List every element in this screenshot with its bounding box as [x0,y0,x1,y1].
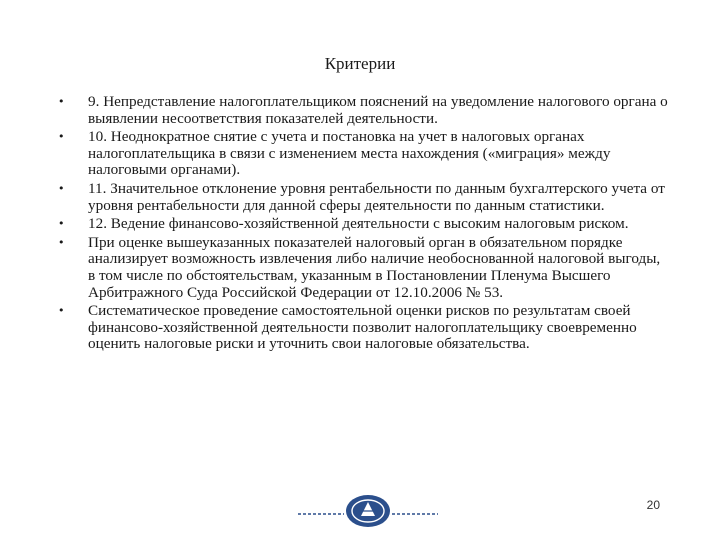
bullet-item [58,129,670,179]
bullet-text: Систематическое проведение самостоятельной оценки рисков по результатам своей финансово-хозяйственной деятельности позволит налогоплательщику своевременно оценить налоговые риски и уточнить свои налоговые обязательства. [88,302,637,353]
page-number: 20 [646,498,660,512]
bullet-dot-icon: • [58,181,65,195]
bullet-text: 12. Ведение финансово-хозяйственной деятельности с высоким налоговым риском. [88,215,629,233]
bullet-text: 11. Значительное отклонение уровня рентабельности по данным бухгалтерского учета от уровня рентабельности для данной сферы деятельности по данным статистики. [88,179,665,214]
bullet-list [58,94,670,355]
bullet-item [58,181,670,214]
bullet-dot-icon: • [58,217,65,231]
bullet-dot-icon: • [58,130,65,144]
emblem-logo-icon [298,494,438,528]
bullet-text: 10. Неоднократное снятие с учета и постановка на учет в налоговых органах налогоплательщика в связи с изменением места нахождения («миграция» между налоговыми органами). [88,128,611,179]
bullet-item [58,216,670,233]
bullet-text: При оценке вышеуказанных показателей налоговый орган в обязательном порядке анализирует возможность извлечения либо наличие необоснованной налоговой выгоды, в том числе по обстоятельствам, указанным в Постановлении Пленума Высшего Арбитражного Суда Российской Федерации от 12.10.2006 № 53. [88,233,661,301]
slide-title: Критерии [324,54,396,73]
bullet-item [58,235,670,301]
bullet-dot-icon: • [58,95,65,108]
bullet-dot-icon: • [58,235,65,249]
bullet-item [58,303,670,353]
bullet-item [58,94,670,127]
bullet-text: 9. Непредставление налогоплательщиком пояснений на уведомление налогового органа о выявлении несоответствия показателей деятельности. [88,93,668,127]
bullet-dot-icon: • [58,304,65,318]
